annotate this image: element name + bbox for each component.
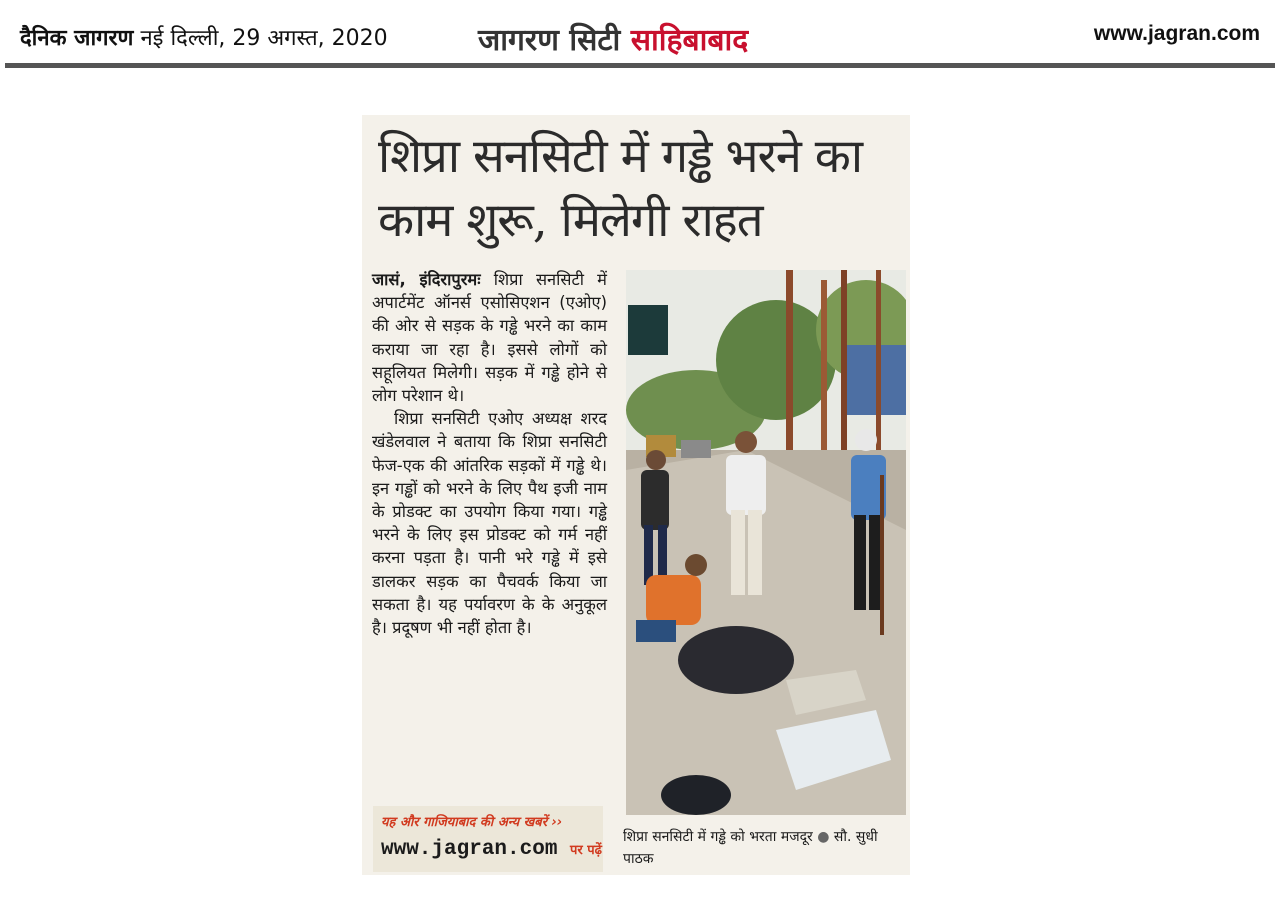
paragraph-2: शिप्रा सनसिटी एओए अध्यक्ष शरद खंडेलवाल ने बताया कि शिप्रा सनसिटी फेज-एक की आंतरिक सड़कों में गड्ढे थे। इन गड्ढों को भरने के लिए पैथ इजी नाम के प्रोडक्ट का उपयोग किया गया। गड्ढे भरने के लिए इस प्रोडक्ट को गर्म नहीं करना पड़ता है। पानी भरे गड्ढे में इसे डालकर सड़क का पैचवर्क किया जा सकता है। यह पर्यावरण के के अनुकूल है। प्रदूषण भी नहीं होता है। bbox=[372, 409, 607, 638]
paragraph-1 bbox=[372, 268, 607, 407]
promo-link[interactable] bbox=[381, 838, 602, 861]
dateline: जासं, इंदिरापुरमः bbox=[372, 270, 481, 289]
photo-caption bbox=[623, 826, 908, 870]
photo-credit: सौ. सुधी पाठक bbox=[623, 829, 878, 867]
page-header bbox=[0, 0, 1280, 64]
header-divider bbox=[5, 63, 1275, 68]
masthead-left bbox=[20, 22, 388, 52]
article-body bbox=[372, 268, 607, 639]
caption-text: शिप्रा सनसिटी में गड्ढे को भरता मजदूर bbox=[623, 829, 813, 845]
section-title bbox=[478, 18, 748, 59]
road-repair-photo bbox=[626, 270, 906, 815]
article-photo bbox=[626, 270, 906, 815]
edition-date: नई दिल्ली, 29 अगस्त, 2020 bbox=[140, 26, 388, 51]
section-place: साहिबाबाद bbox=[630, 23, 749, 58]
newspaper-brand: दैनिक जागरण bbox=[20, 26, 134, 51]
promo-site: www.jagran.com bbox=[381, 838, 558, 861]
bullet-icon: ● bbox=[817, 829, 830, 845]
paragraph-1-text: शिप्रा सनसिटी में अपार्टमेंट ऑनर्स एसोसिएशन (एओए) की ओर से सड़क के गड्ढे भरने का काम कराया जा रहा है। इससे लोगों को सहूलियत मिलेगी। सड़क में गड्ढे होने से लोग परेशान थे। bbox=[372, 270, 607, 406]
website-url[interactable]: www.jagran.com bbox=[1093, 22, 1260, 45]
promo-text: यह और गाजियाबाद की अन्य खबरें ›› bbox=[381, 815, 563, 830]
promo-cta: पर पढ़ें bbox=[570, 843, 602, 858]
section-main: जागरण सिटी bbox=[478, 23, 621, 58]
article-headline: शिप्रा सनसिटी में गड्ढे भरने का काम शुरू, मिलेगी राहत bbox=[378, 129, 863, 248]
promo-box[interactable] bbox=[373, 806, 603, 872]
